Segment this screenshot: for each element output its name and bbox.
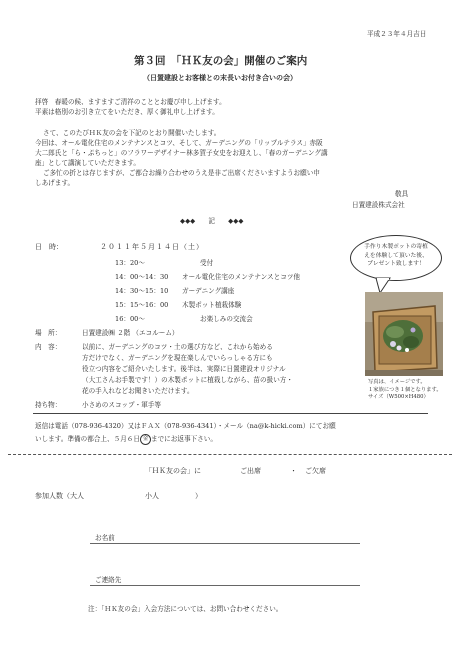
membership-note: 注：「ＨＫ友の会」入会方法については、お問い合わせください。 [88, 605, 283, 613]
greeting-line: 拝啓 春暖の候、ますますご清祥のこととお慶び申し上げます。 [35, 98, 226, 106]
place-value: 日置建設㈱ ２階 （エコルーム） [82, 329, 179, 337]
place-label: 場 所： [35, 329, 62, 337]
content-line: 役立つ内容をご紹介いたします。後半は、実際に日置建設オリジナル [82, 365, 286, 373]
bubble-line: プレゼント致します！ [367, 261, 425, 267]
content-line: （大工さんお手製です！）の木製ポットに植栽しながら、苗の扱い方・ [82, 376, 293, 384]
photo-note: 写真は、イメージです。 [368, 379, 426, 385]
bring-label: 持ち物： [35, 401, 62, 409]
section-divider [33, 413, 428, 414]
reply-line [35, 433, 217, 445]
name-label: お名前 [95, 534, 115, 542]
content-line: 以前に、ガーデニングのコツ・土の選び方など、これから始める [82, 343, 273, 351]
body-line: さて、このたびＨＫ友の会を下記のとおり開催いたします。 [43, 129, 221, 137]
reply-line: 返信は電話（078-936-4320）又はＦＡＸ（078-936-4341）・メール（na@k-hicki.com）にてお願 [35, 422, 336, 430]
form-event: 「ＨＫ友の会」に [145, 467, 201, 475]
participants-label: 参加人数（大人 [35, 492, 84, 500]
bubble-line: 手作り木製ポットの寄植 [364, 244, 428, 250]
schedule-time: 14：00～14：30 [115, 273, 169, 281]
contact-label: ご連絡先 [95, 576, 122, 584]
schedule-item: 木製ポット植栽体験 [182, 301, 242, 309]
body-line: しあげます。 [35, 179, 75, 187]
absent-option[interactable]: ご欠席 [305, 467, 326, 475]
body-line: ご多忙の折とは存じますが、ご都合お繰り合わせのうえ是非ご出席くださいますようお願い申 [43, 169, 320, 177]
contact-field-line[interactable] [90, 585, 360, 586]
company-name: 日置建設株式会社 [352, 201, 405, 209]
schedule-time: 13：20～ [115, 259, 145, 267]
planter-image-icon [365, 292, 443, 376]
schedule-time: 15：15～16：00 [115, 301, 169, 309]
attend-option[interactable]: ご出席 [240, 467, 261, 475]
bubble-line: えを体験して頂いた後、 [364, 252, 428, 259]
body-line: 座」として講演していただきます。 [35, 159, 140, 167]
option-separator: ・ [290, 467, 297, 475]
closing-keigu: 敬具 [395, 190, 409, 198]
greeting-line: 平素は格別のお引き立てをいただき、厚く御礼申し上げます。 [35, 108, 219, 116]
friday-circle: 金 [140, 434, 151, 445]
reply-line-text: までにお返事下さい。 [150, 435, 217, 443]
document-subtitle: （日置建設とお客様との末長いお付き合いの会） [143, 73, 297, 82]
schedule-time: 16：00～ [115, 315, 145, 323]
content-line: 花の手入れなどお聞きいただけます。 [82, 387, 194, 395]
cut-line [8, 454, 452, 455]
content-line: 方だけでなく、ガーデニングを現在楽しんでいらっしゃる方にも [82, 354, 273, 362]
photo-note: １家族につき１個となります。 [368, 386, 442, 393]
planter-photo [365, 292, 443, 376]
photo-note: サイズ（W500×H480） [368, 394, 429, 400]
ki-heading: ◆◆◆ 記 ◆◆◆ [180, 217, 244, 225]
callout-bubble [350, 235, 442, 281]
content-label: 内 容： [35, 343, 62, 351]
participants-child-label: 小人 [145, 492, 159, 500]
document-date: 平成２３年４月吉日 [367, 30, 427, 38]
event-date: ２０１１年５月１４日（土） [100, 243, 204, 251]
bring-value: 小さめのスコップ・軍手等 [82, 401, 161, 409]
date-label: 日 時： [35, 243, 63, 251]
schedule-item: ガーデニング講座 [182, 287, 235, 295]
schedule-time: 14：30～15：10 [115, 287, 169, 295]
participants-close: ） [195, 492, 202, 500]
name-field-line[interactable] [90, 543, 360, 544]
body-line: 今回は、オール電化住宅のメンテナンスとコツ、そして、ガーデニングの「リップルテラス」赤阪 [35, 139, 323, 147]
document-title: 第３回 「ＨＫ友の会」開催のご案内 [134, 55, 308, 67]
reply-line-text: いします。準備の都合上、５月６日 [35, 435, 140, 443]
schedule-item: 受付 [200, 259, 214, 267]
schedule-item: お楽しみの交流会 [200, 315, 253, 323]
photo-caption [368, 379, 442, 402]
schedule-item: オール電化住宅のメンテナンスとコツ他 [182, 273, 301, 281]
body-line: 大二郎氏と「ら・ぷちっと」のフラワーデザイナー林多賀子女史をお迎えし、「春のガーデニング講 [35, 149, 328, 157]
